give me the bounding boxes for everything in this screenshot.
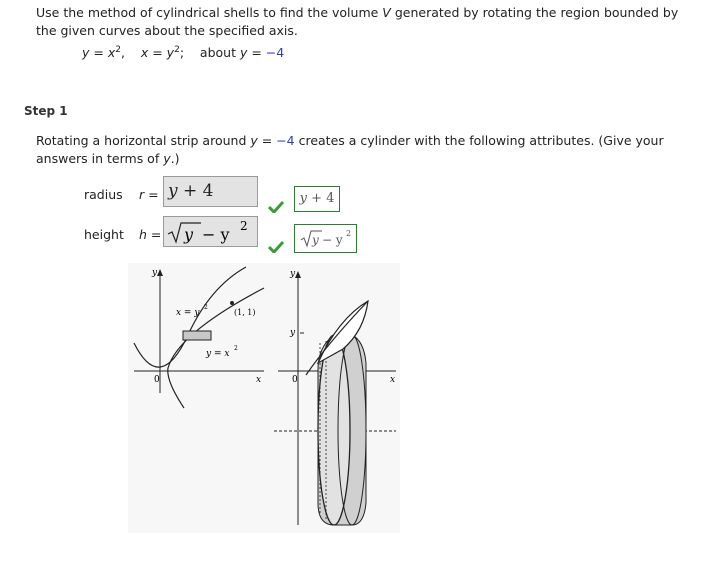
radius-var: r =	[139, 187, 159, 202]
step-description: Rotating a horizontal strip around y = −4 creates a cylinder with the following attributes. (Give your answers in terms of y.)	[36, 133, 664, 166]
svg-text:2: 2	[345, 229, 351, 238]
intersection-point	[230, 301, 234, 305]
curve2-label: y = x	[206, 349, 230, 359]
right-tick-y-label: y	[290, 328, 296, 338]
problem-statement	[36, 4, 686, 40]
height-var: h =	[139, 227, 162, 242]
instruction-text-2: generated by rotating the region bounded by the given curves about the specified axis.	[36, 5, 679, 38]
instruction-var: V	[382, 5, 391, 20]
height-correct-math	[296, 225, 356, 252]
radius-input[interactable]: y + 4	[163, 176, 258, 207]
height-input-math	[166, 217, 256, 246]
height-input[interactable]	[163, 216, 258, 247]
svg-text:2: 2	[240, 219, 248, 233]
svg-text:y: y	[184, 225, 194, 244]
left-axis-y-label: y	[152, 268, 158, 278]
step-title: Step 1	[24, 104, 68, 118]
radius-correct-answer: y + 4	[294, 186, 340, 212]
figure	[128, 263, 400, 533]
curve1-label: x = y	[176, 308, 200, 318]
axis-value: −4	[265, 45, 285, 61]
svg-text:2: 2	[204, 304, 208, 311]
left-origin-label: 0	[154, 375, 160, 385]
svg-text:− y: − y	[321, 233, 343, 247]
radius-label: radius	[84, 187, 123, 202]
given-equations: $y = x^2$, $x = y^2$; about y = −4	[82, 45, 285, 61]
right-axis-y-label: y	[290, 269, 296, 279]
check-icon	[268, 201, 284, 213]
height-label: height	[84, 227, 124, 242]
height-correct-answer	[294, 224, 357, 253]
right-axis-x-label: x	[390, 375, 396, 385]
svg-text:y: y	[311, 233, 319, 247]
instruction-text: Use the method of cylindrical shells to find the volume	[36, 5, 383, 20]
cylinder-face	[318, 335, 350, 525]
left-axis-x-label: x	[256, 375, 262, 385]
svg-text:2: 2	[234, 345, 238, 352]
horizontal-strip	[183, 331, 211, 340]
check-icon	[268, 241, 284, 253]
right-origin-label: 0	[292, 375, 298, 385]
point-label: (1, 1)	[234, 308, 256, 317]
svg-text:− y: − y	[202, 225, 230, 244]
